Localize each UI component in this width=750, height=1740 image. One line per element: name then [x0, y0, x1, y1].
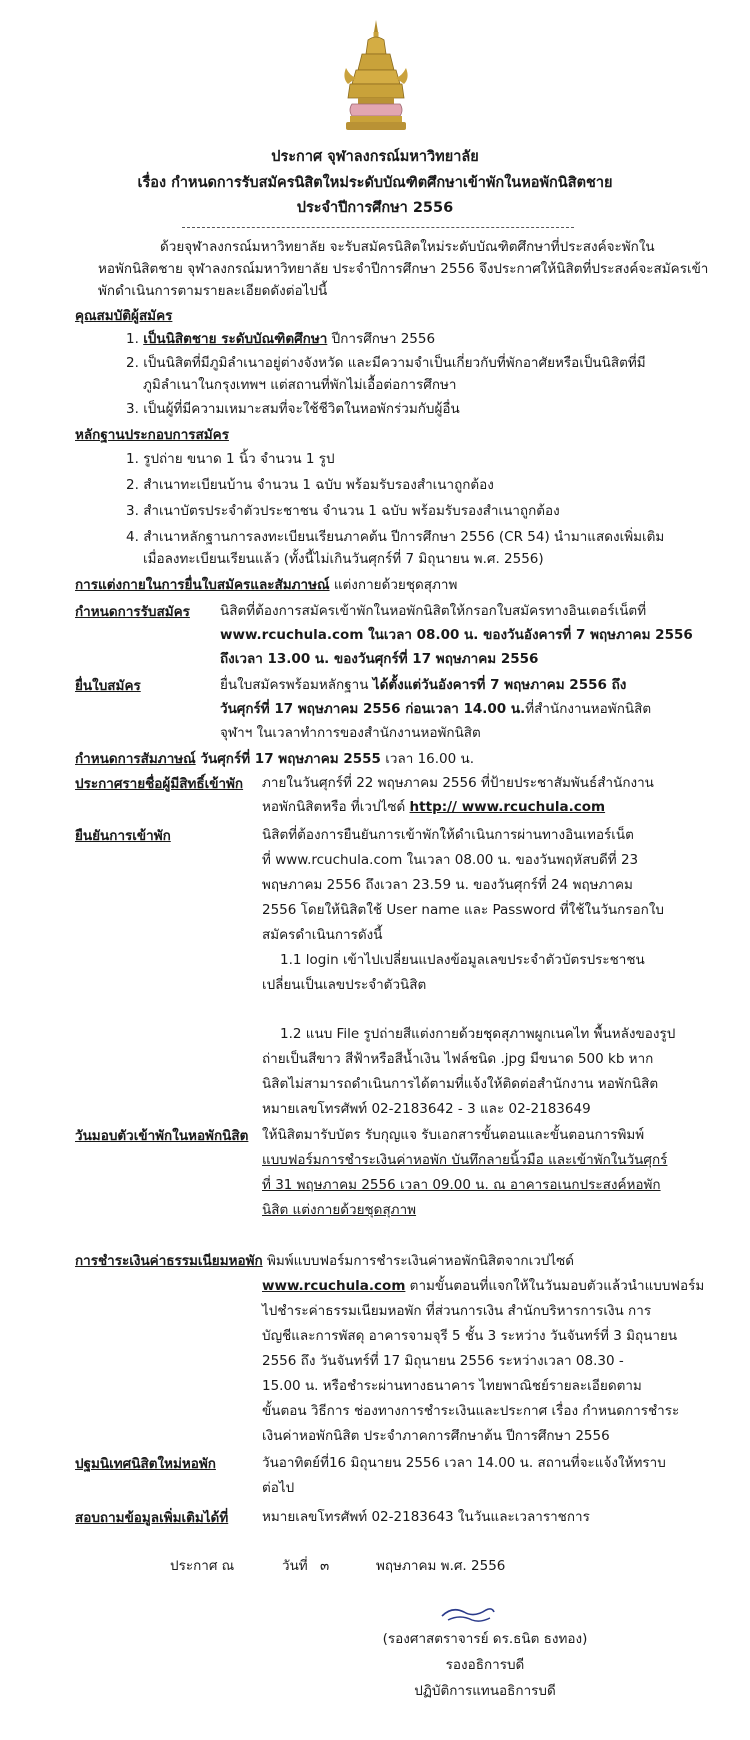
document-text: สำเนาบัตรประจำตัวประชาชน จำนวน 1 ฉบับ พร้อมรับรองสำเนาถูกต้อง [143, 503, 560, 519]
confirm-step: นิสิตไม่สามารถดำเนินการได้ตามที่แจ้งให้ติดต่อสำนักงาน หอพักนิสิต [262, 1076, 659, 1092]
dress-label: การแต่งกายในการยื่นใบสมัครและสัมภาษณ์ [75, 577, 330, 593]
item-number: 1. [126, 331, 139, 347]
document-text: รูปถ่าย ขนาด 1 นิ้ว จำนวน 1 รูป [143, 451, 335, 467]
qualification-text: เป็นผู้ที่มีความเหมาะสมที่จะใช้ชีวิตในหอพักร่วมกับผู้อื่น [143, 401, 460, 417]
signatory-name: (รองศาสตราจารย์ ดร.ธนิต ธงทอง) [382, 1631, 588, 1647]
confirm-step: เปลี่ยนเป็นเลขประจำตัวนิสิต [262, 977, 427, 993]
confirm-text: 2556 โดยให้นิสิตใช้ User name และ Password ที่ใช้ในวันกรอกใบ [262, 902, 665, 918]
payment-text: 2556 ถึง วันจันทร์ที่ 17 มิถุนายน 2556 ระหว่างเวลา 08.30 - [262, 1353, 624, 1369]
confirm-step: ถ่ายเป็นสีขาว สีฟ้าหรือสีน้ำเงิน ไฟล์ชนิด .jpg มีขนาด 500 kb หาก [262, 1051, 654, 1067]
submit-text: จุฬาฯ ในเวลาทำการของสำนักงานหอพักนิสิต [220, 725, 481, 741]
document-item [126, 526, 664, 548]
document-item [126, 500, 560, 522]
payment-text-plain: ตามขั้นตอนที่แจกให้ในวันมอบตัวแล้วนำแบบฟอร์ม [405, 1278, 705, 1294]
contact-label: สอบถามข้อมูลเพิ่มเติมได้ที่ [75, 1510, 229, 1526]
item-number: 4. [126, 529, 139, 545]
qualification-item [126, 328, 435, 350]
document-text: สำเนาหลักฐานการลงทะเบียนเรียนภาคต้น ปีการศึกษา 2556 (CR 54) นำมาแสดงเพิ่มเติม [143, 529, 665, 545]
university-emblem-icon [338, 18, 414, 136]
item-number: 3. [126, 401, 139, 417]
interview-label: กำหนดการสัมภาษณ์ [75, 751, 196, 767]
item-number: 3. [126, 503, 139, 519]
document-text: สำเนาทะเบียนบ้าน จำนวน 1 ฉบับ พร้อมรับรองสำเนาถูกต้อง [143, 477, 494, 493]
document-item [126, 474, 494, 496]
qualification-text-cont: ภูมิลำเนาในกรุงเทพฯ แต่สถานที่พักไม่เอื้อต่อการศึกษา [143, 377, 457, 393]
submit-text [220, 698, 651, 720]
document-item [126, 448, 335, 470]
move-in-text: แบบฟอร์มการชำระเงินค่าหอพัก บันทึกลายนิ้วมือ และเข้าพักในวันศุกร์ [262, 1152, 668, 1168]
qualifications-title: คุณสมบัติผู้สมัคร [75, 308, 173, 324]
confirm-text: สมัครดำเนินการดังนี้ [262, 927, 383, 943]
orientation-text: ต่อไป [262, 1480, 295, 1496]
announcement-subject: เรื่อง กำหนดการรับสมัครนิสิตใหม่ระดับบัณฑิตศึกษาเข้าพักในหอพักนิสิตชาย [137, 175, 613, 191]
intro-line-2: หอพักนิสิตชาย จุฬาลงกรณ์มหาวิทยาลัย ประจำปีการศึกษา 2556 จึงประกาศให้นิสิตที่ประสงค์จะสมัครเข้า [98, 261, 709, 277]
confirm-text: นิสิตที่ต้องการยืนยันการเข้าพักให้ดำเนินการผ่านทางอินเทอร์เน็ต [262, 827, 634, 843]
contact-text: หมายเลขโทรศัพท์ 02-2183643 ในวันและเวลาราชการ [262, 1509, 590, 1525]
confirm-label: ยืนยันการเข้าพัก [75, 828, 171, 844]
payment-text: พิมพ์แบบฟอร์มการชำระเงินค่าหอพักนิสิตจากเวปไซด์ [262, 1253, 575, 1269]
application-period-text: www.rcuchula.com ในเวลา 08.00 น. ของวันอังคารที่ 7 พฤษภาคม 2556 [220, 627, 693, 643]
application-period-text: นิสิตที่ต้องการสมัครเข้าพักในหอพักนิสิตให้กรอกใบสมัครทางอินเตอร์เน็ตที่ [220, 603, 647, 619]
item-number: 2. [126, 477, 139, 493]
application-period-label: กำหนดการรับสมัคร [75, 604, 190, 620]
announcement-heading: ประกาศ จุฬาลงกรณ์มหาวิทยาลัย [271, 149, 479, 165]
announce-label: ประกาศรายชื่อผู้มีสิทธิ์เข้าพัก [75, 776, 244, 792]
confirm-step: 1.2 แนบ File รูปถ่ายสีแต่งกายด้วยชุดสุภาพผูกเนคไท พื้นหลังของรูป [280, 1026, 676, 1042]
payment-text: บัญชีและการพัสดุ อาคารจามจุรี 5 ชั้น 3 ระหว่าง วันจันทร์ที่ 3 มิถุนายน [262, 1328, 678, 1344]
document-text-cont: เมื่อลงทะเบียนเรียนแล้ว (ทั้งนี้ไม่เกินวันศุกร์ที่ 7 มิถุนายน พ.ศ. 2556) [143, 551, 544, 567]
payment-row [75, 1250, 574, 1272]
orientation-label: ปฐมนิเทศนิสิตใหม่หอพัก [75, 1456, 216, 1472]
qualification-text: เป็นนิสิตที่มีภูมิลำเนาอยู่ต่างจังหวัด และมีความจำเป็นเกี่ยวกับที่พักอาศัยหรือเป็นนิสิตที่มี [143, 355, 646, 371]
payment-text [262, 1275, 704, 1297]
signature-icon [438, 1604, 496, 1626]
submit-text [220, 674, 626, 696]
move-in-text: นิสิต แต่งกายด้วยชุดสุภาพ [262, 1202, 417, 1218]
orientation-text: วันอาทิตย์ที่16 มิถุนายน 2556 เวลา 14.00 น. สถานที่จะแจ้งให้ทราบ [262, 1455, 666, 1471]
website-link[interactable]: http:// www.rcuchula.com [409, 799, 606, 815]
signatory-acting-position: ปฏิบัติการแทนอธิการบดี [414, 1683, 556, 1699]
month-year: พฤษภาคม พ.ศ. 2556 [376, 1558, 506, 1574]
dress-code [75, 574, 457, 596]
submit-text-plain: ยื่นใบสมัครพร้อมหลักฐาน [220, 677, 373, 693]
date-value: ๓ [320, 1558, 330, 1574]
documents-title: หลักฐานประกอบการสมัคร [75, 427, 229, 443]
move-in-label: วันมอบตัวเข้าพักในหอพักนิสิต [75, 1128, 249, 1144]
submit-text-bold: ได้ตั้งแต่วันอังคารที่ 7 พฤษภาคม 2556 ถึง [372, 677, 627, 693]
qualification-highlight: เป็นนิสิตชาย ระดับบัณฑิตศึกษา [143, 331, 328, 347]
announced-at: ประกาศ ณ [170, 1558, 235, 1574]
move-in-text: ให้นิสิตมารับบัตร รับกุญแจ รับเอกสารขั้นตอนและขั้นตอนการพิมพ์ [262, 1127, 645, 1143]
item-number: 2. [126, 355, 139, 371]
qualification-text: ปีการศึกษา 2556 [327, 331, 436, 347]
announce-text [262, 796, 605, 818]
submit-label: ยื่นใบสมัคร [75, 678, 141, 694]
interview-time: เวลา 16.00 น. [380, 751, 475, 767]
qualification-item [126, 352, 646, 374]
submit-text-plain: ที่สำนักงานหอพักนิสิต [525, 701, 652, 717]
date-label: วันที่ [282, 1558, 308, 1574]
move-in-text: ที่ 31 พฤษภาคม 2556 เวลา 09.00 น. ณ อาคารอเนกประสงค์หอพัก [262, 1177, 661, 1193]
application-period-text: ถึงเวลา 13.00 น. ของวันศุกร์ที่ 17 พฤษภาคม 2556 [220, 651, 539, 667]
payment-text: 15.00 น. หรือชำระผ่านทางธนาคาร ไทยพาณิชย์รายละเอียดตาม [262, 1378, 642, 1394]
payment-text: เงินค่าหอพักนิสิต ประจำภาคการศึกษาต้น ปีการศึกษา 2556 [262, 1428, 610, 1444]
intro-line-3: พักดำเนินการตามรายละเอียดดังต่อไปนี้ [98, 283, 328, 299]
confirm-step: 1.1 login เข้าไปเปลี่ยนแปลงข้อมูลเลขประจำตัวบัตรประชาชน [280, 952, 645, 968]
confirm-step: หมายเลขโทรศัพท์ 02-2183642 - 3 และ 02-2183649 [262, 1101, 591, 1117]
qualification-item [126, 398, 460, 420]
payment-text: ไปชำระค่าธรรมเนียมหอพัก ที่ส่วนการเงิน สำนักบริหารการเงิน การ [262, 1303, 652, 1319]
payment-label: การชำระเงินค่าธรรมเนียมหอพัก [75, 1253, 263, 1269]
signatory-position: รองอธิการบดี [445, 1657, 525, 1673]
confirm-text: พฤษภาคม 2556 ถึงเวลา 23.59 น. ของวันศุกร์ที่ 24 พฤษภาคม [262, 877, 633, 893]
payment-website-link[interactable]: www.rcuchula.com [262, 1278, 406, 1294]
academic-year: ประจำปีการศึกษา 2556 [296, 200, 454, 216]
dress-text: แต่งกายด้วยชุดสุภาพ [329, 577, 458, 593]
interview-schedule [75, 748, 474, 770]
submit-text-bold: วันศุกร์ที่ 17 พฤษภาคม 2556 ก่อนเวลา 14.00 น. [220, 701, 526, 717]
payment-text: ขั้นตอน วิธีการ ช่องทางการชำระเงินและประกาศ เรื่อง กำหนดการชำระ [262, 1403, 680, 1419]
intro-line-1: ด้วยจุฬาลงกรณ์มหาวิทยาลัย จะรับสมัครนิสิตใหม่ระดับบัณฑิตศึกษาที่ประสงค์จะพักใน [160, 239, 655, 255]
confirm-text: ที่ www.rcuchula.com ในเวลา 08.00 น. ของวันพฤหัสบดีที่ 23 [262, 852, 639, 868]
announce-text: ภายในวันศุกร์ที่ 22 พฤษภาคม 2556 ที่ป้ายประชาสัมพันธ์สำนักงาน [262, 775, 654, 791]
item-number: 1. [126, 451, 139, 467]
divider [182, 227, 574, 228]
interview-date: วันศุกร์ที่ 17 พฤษภาคม 2555 [195, 751, 381, 767]
announce-text-plain: หอพักนิสิตหรือ ที่เวปไซด์ [262, 799, 410, 815]
